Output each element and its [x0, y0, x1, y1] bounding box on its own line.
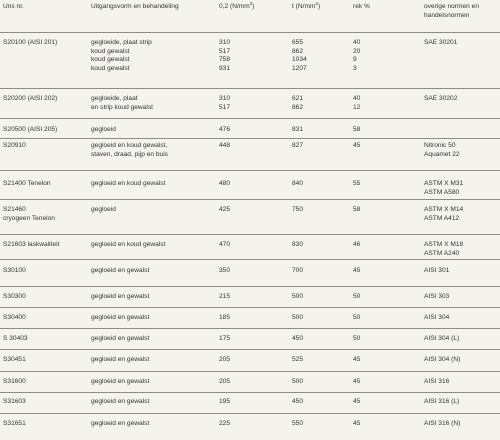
rek-cell-line: 40 [353, 95, 361, 102]
table-header [0, 0, 500, 32]
row-divider [0, 349, 500, 350]
norm-cell-line: AISI 304 (L) [424, 335, 460, 342]
norm-cell-line: AISI 301 [424, 267, 450, 274]
form-cell-line: gegloeid [91, 206, 116, 213]
t-cell [292, 335, 322, 344]
rek-cell-line: 45 [353, 420, 361, 427]
uns-cell [3, 378, 83, 387]
form-cell [91, 142, 216, 159]
form-cell [91, 39, 216, 73]
row-divider [0, 170, 500, 171]
row-divider [0, 234, 500, 235]
uns-cell-line: cryogeen Tenelon [3, 214, 55, 222]
uns-cell [3, 398, 83, 407]
rek-cell-line: 55 [353, 180, 361, 187]
rek-cell-line: 45 [353, 398, 361, 405]
form-cell [91, 293, 216, 302]
rek-cell-line: 45 [353, 378, 361, 385]
t-cell-line: 862 [292, 47, 304, 55]
t-cell [292, 241, 322, 250]
norm-cell-line: ASTM A412 [424, 214, 460, 222]
uns-cell [3, 356, 83, 365]
rek-cell-line: 46 [353, 241, 361, 248]
rek-cell [353, 420, 373, 429]
rek-cell-line: 58 [353, 126, 361, 133]
uns-cell [3, 314, 83, 323]
t-cell [292, 267, 322, 276]
uns-cell-line: S20500 (AISI 205) [3, 126, 58, 133]
header-norm-line-1: overige normen en [424, 3, 479, 10]
r02-cell-line: 350 [219, 267, 231, 274]
rek-cell-line: 12 [353, 103, 361, 111]
t-cell-line: 525 [292, 356, 304, 363]
rek-cell-line: 45 [353, 267, 361, 274]
header-rek: rek % [353, 3, 370, 10]
norm-cell [424, 142, 500, 159]
norm-cell-line: Nitronic 50 [424, 142, 456, 149]
uns-cell [3, 180, 83, 189]
t-cell-line: 700 [292, 267, 304, 274]
rek-cell [353, 356, 373, 365]
uns-cell-line: S31603 [3, 398, 26, 405]
header-form: Uitgangsvorm en behandeling [91, 3, 179, 10]
t-cell [292, 293, 322, 302]
norm-cell [424, 39, 500, 48]
r02-cell-line: 185 [219, 314, 231, 321]
norm-cell [424, 398, 500, 407]
t-cell-line: 1034 [292, 56, 307, 64]
r02-cell [219, 267, 249, 276]
rek-cell [353, 126, 373, 135]
r02-cell-line: 517 [219, 47, 231, 55]
norm-cell [424, 293, 500, 302]
rek-cell [353, 267, 373, 276]
form-cell [91, 356, 216, 365]
row-divider [0, 88, 500, 89]
rek-cell-line: 45 [353, 142, 361, 149]
norm-cell-line: ASTM X M14 [424, 206, 464, 213]
form-cell [91, 206, 216, 215]
form-cell-line: gegloeid en koud gewalst [91, 180, 166, 187]
uns-cell [3, 206, 83, 223]
form-cell-line: gegloeid en koud gewalst, [91, 142, 168, 149]
r02-cell-line: 205 [219, 356, 231, 363]
uns-cell [3, 241, 83, 250]
uns-cell-line: S30100 [3, 267, 26, 274]
norm-cell [424, 314, 500, 323]
rek-cell-line: 45 [353, 356, 361, 363]
uns-cell-line: S21460 [3, 206, 26, 213]
form-cell [91, 378, 216, 387]
rek-cell-line: 50 [353, 335, 361, 342]
r02-cell-line: 448 [219, 142, 231, 149]
rek-cell [353, 95, 373, 112]
rek-cell [353, 241, 373, 250]
t-cell [292, 398, 322, 407]
rek-cell [353, 314, 373, 323]
form-cell-line: gegloeid en gewalst [91, 293, 150, 300]
norm-cell-line: AISI 304 [424, 314, 450, 321]
t-cell [292, 206, 322, 215]
form-cell-line: staven, draad, pijp en buis [91, 150, 168, 158]
uns-cell [3, 335, 83, 344]
r02-cell [219, 95, 249, 112]
header-t: t $(N/mm^2)$ [292, 0, 321, 10]
r02-cell [219, 356, 249, 365]
t-cell-line: 840 [292, 180, 304, 187]
norm-cell-line: Aquamet 22 [424, 150, 460, 158]
uns-cell-line: S31651 [3, 420, 26, 427]
t-cell-line: 827 [292, 142, 304, 149]
norm-cell [424, 378, 500, 387]
rek-cell-line: 20 [353, 47, 361, 55]
rek-cell [353, 180, 373, 189]
rek-cell-line: 58 [353, 206, 361, 213]
norm-cell-line [424, 126, 500, 135]
form-cell-line: gegloeid en gewalst [91, 420, 150, 427]
rek-cell-line: 50 [353, 293, 361, 300]
r02-cell-line: 425 [219, 206, 231, 213]
r02-cell-line: 175 [219, 335, 231, 342]
t-cell-line: 655 [292, 39, 304, 46]
r02-cell-line: 758 [219, 56, 231, 64]
t-cell [292, 126, 322, 135]
form-cell-line: en strip koud gewalst [91, 103, 153, 111]
row-divider [0, 371, 500, 372]
uns-cell-line: S30300 [3, 293, 26, 300]
row-divider [0, 286, 500, 287]
norm-cell-line: SAE 30202 [424, 95, 458, 102]
form-cell-line: gegloeid en gewalst [91, 335, 150, 342]
header-r02: 0,2 $(N/mm^2)$ [219, 0, 255, 10]
rek-cell-line: 40 [353, 39, 361, 46]
uns-cell-line: S20910 [3, 142, 26, 149]
r02-cell [219, 241, 249, 250]
t-cell-line: 500 [292, 314, 304, 321]
r02-cell [219, 39, 249, 73]
t-cell-line: 830 [292, 241, 304, 248]
rek-cell-line: 3 [353, 64, 357, 72]
form-cell [91, 180, 216, 189]
uns-cell-line: S30400 [3, 314, 26, 321]
uns-cell [3, 39, 83, 48]
r02-cell [219, 314, 249, 323]
t-cell [292, 420, 322, 429]
form-cell [91, 398, 216, 407]
norm-cell [424, 420, 500, 429]
r02-cell-line: 470 [219, 241, 231, 248]
norm-cell [424, 335, 500, 344]
norm-cell [424, 95, 500, 104]
t-cell-line: 862 [292, 103, 304, 111]
norm-cell-line: ASTM A240 [424, 249, 460, 257]
r02-cell [219, 378, 249, 387]
r02-cell-line: 215 [219, 293, 231, 300]
form-cell [91, 267, 216, 276]
row-divider [0, 392, 500, 393]
form-cell-line: gegloeid [91, 126, 116, 133]
rek-cell [353, 335, 373, 344]
form-cell-line: gegloeide, plaat strip [91, 39, 152, 46]
t-cell-line: 500 [292, 378, 304, 385]
r02-cell [219, 420, 249, 429]
t-cell [292, 356, 322, 365]
r02-cell-line: 310 [219, 95, 231, 102]
row-divider [0, 199, 500, 200]
form-cell-line: koud gewalst [91, 47, 130, 55]
norm-cell [424, 356, 500, 365]
row-divider [0, 118, 500, 119]
norm-cell-line: AISI 316 (L) [424, 398, 460, 405]
form-cell [91, 420, 216, 429]
norm-cell [424, 241, 500, 258]
t-cell [292, 180, 322, 189]
r02-cell-line: 225 [219, 420, 231, 427]
uns-cell [3, 142, 83, 151]
norm-cell-line: AISI 303 [424, 293, 450, 300]
norm-cell-line: AISI 304 (N) [424, 356, 461, 363]
t-cell-line: 450 [292, 398, 304, 405]
uns-cell [3, 95, 83, 104]
t-cell [292, 142, 322, 151]
norm-cell-line: ASTM X M18 [424, 241, 464, 248]
rek-cell [353, 206, 373, 215]
norm-cell [424, 267, 500, 276]
header-divider [0, 32, 500, 33]
form-cell-line: gegloeid en gewalst [91, 398, 150, 405]
r02-cell-line: 205 [219, 378, 231, 385]
norm-cell [424, 206, 500, 223]
row-divider [0, 138, 500, 139]
t-cell [292, 378, 322, 387]
uns-cell-line: S30451 [3, 356, 26, 363]
t-cell-line: 550 [292, 420, 304, 427]
rek-cell-line: 9 [353, 56, 357, 64]
rek-cell [353, 293, 373, 302]
rek-cell [353, 39, 373, 73]
form-cell [91, 95, 216, 112]
norm-cell [424, 180, 500, 197]
t-cell [292, 95, 322, 112]
uns-cell-line: S21603 laskwaliteit [3, 241, 60, 248]
norm-cell-line: ASTM A580 [424, 188, 460, 196]
t-cell-line: 831 [292, 126, 304, 133]
r02-cell [219, 206, 249, 215]
form-cell [91, 126, 216, 135]
rek-cell-line: 50 [353, 314, 361, 321]
form-cell-line: koud gewalst [91, 64, 130, 72]
r02-cell-line: 480 [219, 180, 231, 187]
t-cell [292, 39, 322, 73]
rek-cell [353, 378, 373, 387]
r02-cell [219, 293, 249, 302]
form-cell-line: gegloeide, plaat [91, 95, 138, 102]
norm-cell-line: AISI 316 (N) [424, 420, 461, 427]
form-cell [91, 314, 216, 323]
rek-cell [353, 398, 373, 407]
t-cell-line: 500 [292, 293, 304, 300]
r02-cell [219, 180, 249, 189]
uns-cell [3, 126, 83, 135]
r02-cell-line: 476 [219, 126, 231, 133]
uns-cell [3, 420, 83, 429]
row-divider [0, 307, 500, 308]
form-cell-line: gegloeid en koud gewalst [91, 241, 166, 248]
uns-cell-line: S20200 (AISI 202) [3, 95, 58, 102]
t-cell-line: 450 [292, 335, 304, 342]
uns-cell-line: S 30403 [3, 335, 28, 342]
norm-cell [424, 126, 500, 135]
form-cell [91, 241, 216, 250]
row-divider [0, 328, 500, 329]
form-cell-line: gegloeid en gewalst [91, 267, 150, 274]
t-cell-line: 621 [292, 95, 304, 102]
norm-cell-line: ASTM X M31 [424, 180, 464, 187]
r02-cell-line: 195 [219, 398, 231, 405]
uns-cell-line: S21400 Tenelon [3, 180, 51, 187]
norm-cell-line: AISI 316 [424, 378, 450, 385]
t-cell-line: 750 [292, 206, 304, 213]
rek-cell [353, 142, 373, 151]
r02-cell-line: 517 [219, 103, 231, 111]
uns-cell [3, 293, 83, 302]
r02-cell [219, 398, 249, 407]
uns-cell [3, 267, 83, 276]
form-cell [91, 335, 216, 344]
uns-cell-line: S20100 (AISI 201) [3, 39, 58, 46]
t-cell-line: 1207 [292, 64, 307, 72]
uns-cell-line: S31600 [3, 378, 26, 385]
r02-cell [219, 335, 249, 344]
form-cell-line: gegloeid en gewalst [91, 378, 150, 385]
r02-cell-line: 931 [219, 64, 231, 72]
row-divider [0, 259, 500, 260]
form-cell-line: gegloeid en gewalst [91, 356, 150, 363]
r02-cell [219, 142, 249, 151]
r02-cell [219, 126, 249, 135]
t-cell [292, 314, 322, 323]
form-cell-line: koud gewalst [91, 56, 130, 64]
r02-cell-line: 310 [219, 39, 231, 46]
row-divider [0, 413, 500, 414]
header-uns: Uns nr. [3, 3, 24, 10]
header-norm-line-2: handelsnormen [424, 12, 470, 19]
form-cell-line: gegloeid en gewalst [91, 314, 150, 321]
norm-cell-line: SAE 30201 [424, 39, 458, 46]
